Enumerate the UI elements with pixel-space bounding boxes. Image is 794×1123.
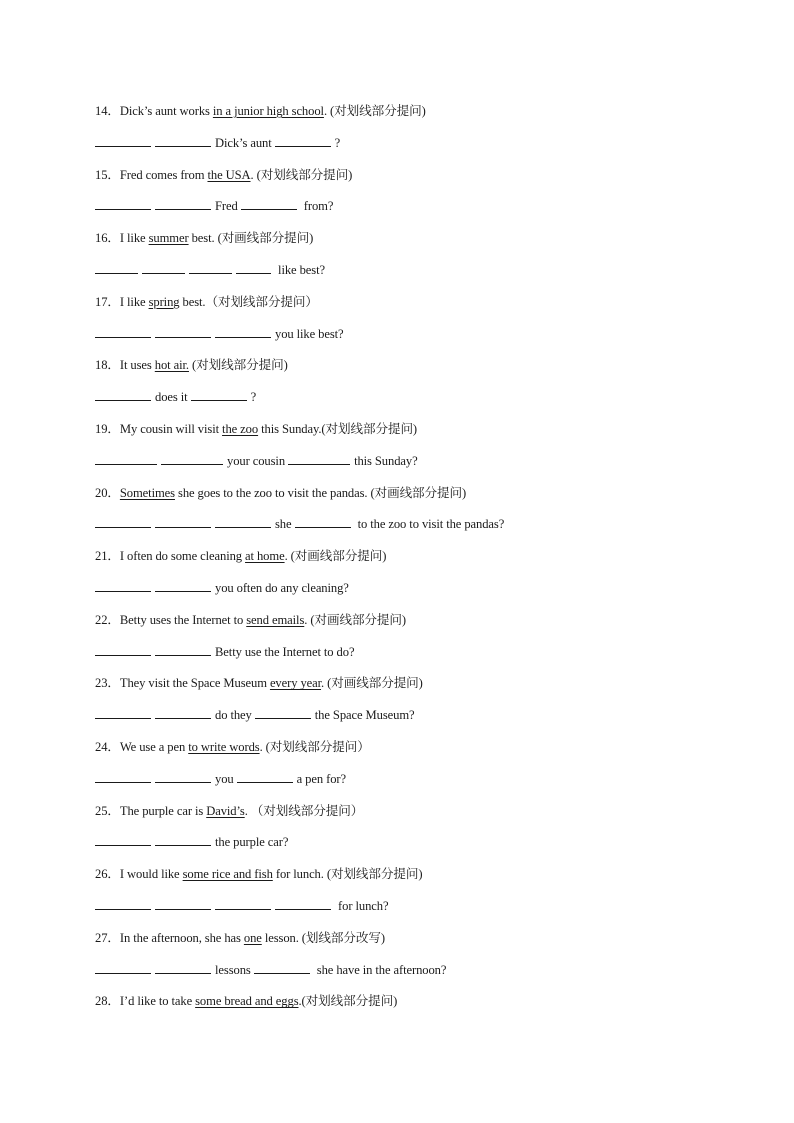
- answer-text: you often do any cleaning?: [215, 580, 349, 595]
- question-line: [95, 165, 735, 197]
- answer-blank[interactable]: [241, 197, 297, 210]
- answer-text: ?: [250, 390, 257, 405]
- question-text: . （对划线部分提问）: [244, 803, 364, 818]
- answer-blank[interactable]: [95, 643, 151, 656]
- question-text: this Sunday.(对划线部分提问): [258, 421, 418, 436]
- question-text: (对划线部分提问): [188, 358, 288, 373]
- answer-text: your cousin: [227, 453, 289, 468]
- answer-text: do they: [215, 708, 255, 723]
- question-line: [95, 737, 735, 769]
- question-text: . (对画线部分提问): [304, 612, 407, 627]
- answer-blank[interactable]: [155, 579, 211, 592]
- question-text: 21．I often do some cleaning: [95, 549, 246, 564]
- answer-text: she: [275, 517, 295, 532]
- answer-text: for lunch?: [335, 898, 389, 913]
- question-line: [95, 610, 735, 642]
- answer-blank[interactable]: [155, 897, 211, 910]
- answer-blank[interactable]: [95, 833, 151, 846]
- question-text: 26．I would like: [95, 867, 183, 882]
- question-text: 22．Betty uses the Internet to: [95, 612, 247, 627]
- question-line: [95, 228, 735, 260]
- underlined-phrase: at home: [245, 549, 285, 564]
- question-text: lesson. (划线部分改写): [261, 930, 385, 945]
- answer-line: [95, 896, 735, 928]
- question-text: . (对画线部分提问): [321, 676, 423, 691]
- question-text: best. (对画线部分提问): [188, 231, 314, 246]
- answer-blank[interactable]: [155, 134, 211, 147]
- question-text: 17．I like: [95, 294, 149, 309]
- question-line: [95, 991, 735, 1023]
- answer-text: Fred: [215, 199, 241, 214]
- question-text: 14．Dick’s aunt works: [95, 104, 213, 118]
- answer-blank[interactable]: [255, 706, 311, 719]
- question-text: . (对划线部分提问): [323, 104, 426, 118]
- answer-blank[interactable]: [236, 261, 271, 274]
- answer-blank[interactable]: [191, 388, 247, 401]
- question-text: .(对划线部分提问): [298, 994, 398, 1009]
- question-line: [95, 546, 735, 578]
- question-line: [95, 292, 735, 324]
- question-text: 19．My cousin will visit: [95, 421, 223, 436]
- answer-text: she have in the afternoon?: [313, 962, 447, 977]
- answer-blank[interactable]: [288, 452, 350, 465]
- answer-blank[interactable]: [142, 261, 185, 274]
- answer-blank[interactable]: [95, 579, 151, 592]
- answer-text: to the zoo to visit the pandas?: [354, 517, 505, 532]
- answer-blank[interactable]: [95, 197, 151, 210]
- answer-blank[interactable]: [95, 961, 151, 974]
- answer-blank[interactable]: [95, 897, 151, 910]
- answer-text: you like best?: [275, 326, 344, 341]
- answer-blank[interactable]: [95, 261, 138, 274]
- answer-text: a pen for?: [296, 771, 346, 786]
- answer-text: you: [215, 771, 237, 786]
- answer-text: Dick’s aunt: [215, 135, 275, 150]
- answer-line: [95, 642, 735, 674]
- answer-blank[interactable]: [215, 325, 271, 338]
- question-text: 24．We use a pen: [95, 739, 189, 754]
- underlined-phrase: in a junior high school: [212, 104, 324, 118]
- question-line: [95, 801, 735, 833]
- answer-blank[interactable]: [95, 515, 151, 528]
- answer-blank[interactable]: [95, 134, 151, 147]
- underlined-phrase: spring: [148, 294, 180, 309]
- answer-text: Betty use the Internet to do?: [215, 644, 355, 659]
- question-text: . (对划线部分提问): [250, 167, 353, 182]
- answer-blank[interactable]: [155, 706, 211, 719]
- underlined-phrase: to write words: [188, 739, 260, 754]
- answer-blank[interactable]: [95, 325, 151, 338]
- question-text: 25．The purple car is: [95, 803, 207, 818]
- answer-text: ?: [334, 135, 341, 150]
- underlined-phrase: David’s: [206, 803, 245, 818]
- answer-line: [95, 196, 735, 228]
- answer-blank[interactable]: [189, 261, 232, 274]
- answer-text: lessons: [215, 962, 254, 977]
- underlined-phrase: every year: [269, 676, 322, 691]
- question-line: [95, 483, 735, 515]
- question-text: 27．In the afternoon, she has: [95, 930, 244, 945]
- question-text: 18．It uses: [95, 358, 155, 373]
- answer-blank[interactable]: [215, 897, 271, 910]
- answer-blank[interactable]: [275, 134, 331, 147]
- answer-line: [95, 451, 735, 483]
- question-text: 28．I’d like to take: [95, 994, 196, 1009]
- underlined-phrase: send emails: [246, 612, 305, 627]
- question-line: [95, 355, 735, 387]
- answer-line: [95, 769, 735, 801]
- answer-blank[interactable]: [215, 515, 271, 528]
- underlined-phrase: the zoo: [222, 421, 259, 436]
- question-text: 20．: [95, 485, 120, 500]
- question-text: 23．They visit the Space Museum: [95, 676, 270, 691]
- answer-blank[interactable]: [95, 452, 157, 465]
- question-line: [95, 864, 735, 896]
- answer-blank[interactable]: [254, 961, 310, 974]
- question-line: [95, 673, 735, 705]
- question-line: [95, 419, 735, 451]
- answer-blank[interactable]: [155, 515, 211, 528]
- underlined-phrase: summer: [148, 231, 189, 246]
- answer-line: [95, 578, 735, 610]
- question-line: [95, 101, 735, 133]
- answer-blank[interactable]: [295, 515, 351, 528]
- answer-text: the Space Museum?: [314, 708, 415, 723]
- answer-text: like best?: [275, 262, 325, 277]
- question-text: best.（对划线部分提问）: [179, 294, 318, 309]
- underlined-phrase: one: [243, 930, 262, 945]
- answer-blank[interactable]: [155, 197, 211, 210]
- underlined-phrase: hot air.: [154, 358, 189, 373]
- question-text: for lunch. (对划线部分提问): [272, 867, 423, 882]
- answer-blank[interactable]: [155, 770, 211, 783]
- answer-text: does it: [155, 390, 191, 405]
- answer-line: [95, 387, 735, 419]
- answer-blank[interactable]: [95, 706, 151, 719]
- answer-blank[interactable]: [237, 770, 293, 783]
- answer-blank[interactable]: [155, 961, 211, 974]
- underlined-phrase: the USA: [207, 167, 251, 182]
- question-line: [95, 928, 735, 960]
- answer-blank[interactable]: [95, 770, 151, 783]
- underlined-phrase: some bread and eggs: [195, 994, 299, 1009]
- answer-line: [95, 324, 735, 356]
- answer-text: from?: [300, 199, 334, 214]
- question-text: . (对画线部分提问): [284, 549, 387, 564]
- question-text: 15．Fred comes from: [95, 167, 208, 182]
- answer-blank[interactable]: [161, 452, 223, 465]
- answer-blank[interactable]: [155, 325, 211, 338]
- answer-line: [95, 133, 735, 165]
- answer-line: [95, 960, 735, 992]
- answer-line: [95, 260, 735, 292]
- answer-line: [95, 514, 735, 546]
- answer-blank[interactable]: [95, 388, 151, 401]
- underlined-phrase: Sometimes: [119, 485, 175, 500]
- underlined-phrase: some rice and fish: [182, 867, 273, 882]
- answer-blank[interactable]: [155, 643, 211, 656]
- answer-text: this Sunday?: [354, 453, 418, 468]
- question-text: . (对划线部分提问）: [259, 739, 370, 754]
- answer-blank[interactable]: [275, 897, 331, 910]
- answer-line: [95, 832, 735, 864]
- question-text: 16．I like: [95, 231, 149, 246]
- question-list: [95, 101, 735, 1023]
- answer-blank[interactable]: [155, 833, 211, 846]
- answer-text: the purple car?: [215, 835, 289, 850]
- answer-line: [95, 705, 735, 737]
- question-text: she goes to the zoo to visit the pandas. (对画线部分提问): [174, 485, 467, 500]
